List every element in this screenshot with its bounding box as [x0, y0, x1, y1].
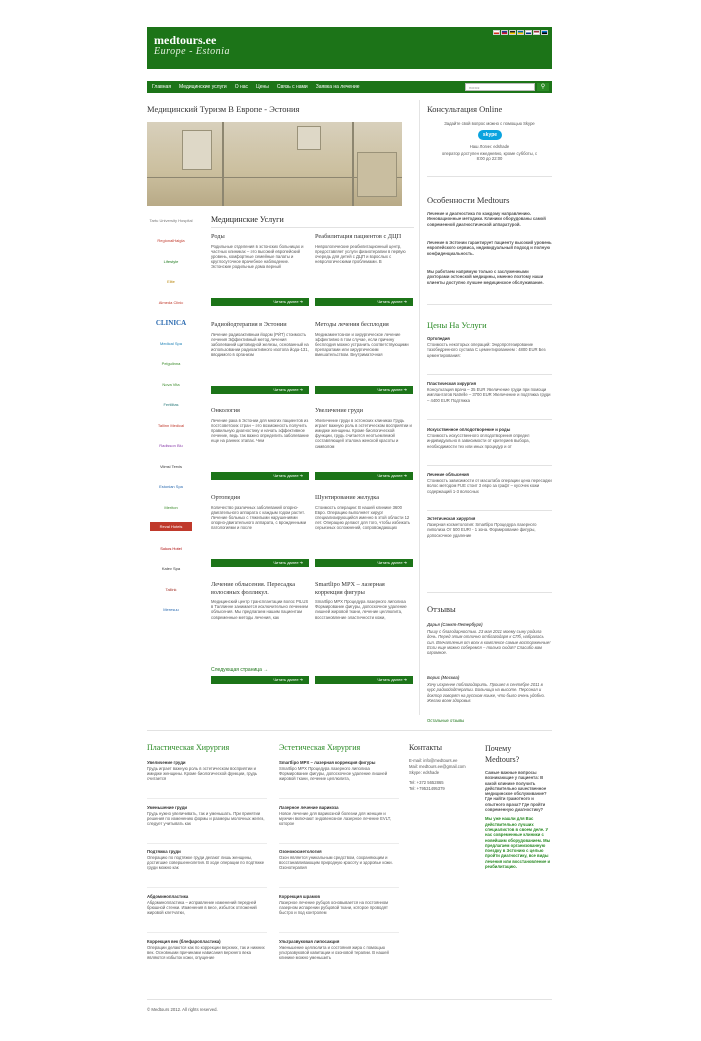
divider: [427, 510, 552, 511]
partner-logo[interactable]: RegionalHaigla: [157, 238, 185, 243]
consult-title: Консультация Online: [427, 104, 503, 114]
estonia-flag[interactable]: [541, 30, 548, 35]
consult-text: Задайте свой вопрос можно с помощью Skype: [444, 121, 535, 126]
divider: [147, 798, 267, 799]
footer-article-text: Smartlipo MPX Процедура лазерного липолиза Формирование фигуры, допоскочное удаление лишней жировой ткани, лечение целлюлита,: [279, 766, 388, 782]
footer-article-title[interactable]: Абдоминопластика: [147, 894, 189, 899]
service-card-title[interactable]: Радиойодтерапия в Эстонии: [211, 321, 287, 328]
review-author: Борис (Москва): [427, 675, 460, 680]
read-more-button[interactable]: Читать далее ➔: [315, 298, 413, 306]
uk-flag[interactable]: [501, 30, 508, 35]
nav-item-prices[interactable]: Цены: [256, 84, 269, 90]
partner-logo[interactable]: Radisson Blu: [159, 443, 183, 448]
footer-article: [279, 849, 399, 877]
footer-article: [147, 805, 267, 833]
service-card-title[interactable]: Шунтирование желудка: [315, 494, 380, 501]
site-subtitle: Europe - Estonia: [154, 46, 230, 57]
contact-line[interactable]: Skype: edshade: [409, 770, 440, 775]
feature-3: Мы работаем напрямую только с заслуженными докторами эстонской медицины, именно поэтому наши клиенты доступно лучшее медицинское обслуживание.: [427, 269, 544, 285]
partner-logo[interactable]: Tartu University Hospital: [149, 217, 193, 223]
language-flags: [493, 30, 548, 35]
service-card-text: Smartlipo MPX Процедура лазерного липолиза Формирование фигуры, допоскочное удаление лишней жировой ткани, лечение целлюлита, восстановление эластичности кожи,: [315, 599, 407, 620]
footer-aesthetic-title: Эстетическая Хирургия: [279, 743, 361, 752]
column-divider: [419, 100, 420, 715]
price-item-title[interactable]: Ортопедия: [427, 336, 450, 341]
read-more-button[interactable]: Читать далее ➔: [315, 559, 413, 567]
nav-item-home[interactable]: Главная: [152, 84, 172, 90]
read-more-button[interactable]: Читать далее ➔: [211, 559, 309, 567]
service-card-text: Медикаментозное и хирургическое лечение эффективно в том случае, если причину бесплодия можно устранить соответствующими препаратами или хирургическим вмешательством. Внутриматочная: [315, 331, 409, 358]
divider: [427, 374, 552, 375]
partner-logo[interactable]: Kalev Spa: [161, 566, 181, 571]
footer-article: [147, 939, 267, 967]
partner-logo[interactable]: Estonian Spa: [159, 484, 183, 489]
operator-hours: оператор доступен ежедневно, кроме субботы, с 8:00 до 22:00: [441, 151, 538, 162]
footer-article-title[interactable]: Коррекция шрамов: [279, 894, 321, 899]
footer-article: [147, 894, 267, 922]
reviews-title: Отзывы: [427, 604, 456, 614]
feature-2: Лечение в Эстонии гарантирует пациенту высокий уровень европейского сервиса, индивидуальный подход и полную конфиденциальность.: [427, 240, 552, 256]
partner-logo[interactable]: Meriton: [164, 504, 178, 510]
partner-logo[interactable]: CLINICA: [155, 318, 187, 327]
divider: [279, 932, 399, 933]
footer-article: [147, 849, 267, 877]
reviews-link[interactable]: Остальные отзывы: [427, 718, 465, 723]
divider: [427, 592, 552, 593]
service-card-text: Родильные отделения в эстонских больницах и частных клиниках – это высокий европейский уровень, комфортные семейные палаты и круглосуточное врачебное наблюдение. Эстонские родильные дома верный: [211, 243, 304, 270]
read-more-button[interactable]: Читать далее ➔: [315, 676, 413, 684]
footer-article-text: Лазерное лечение рубцов основывается на постоянном лазерном испарении рубцовой ткани, которое проводят быстро и под контролем: [279, 900, 389, 916]
footer-article-text: Новое лечение для варикозной болезни для женщин и мужчин включают эндовенозное лазерное лечение EVLT, которое: [279, 811, 391, 827]
partner-logo[interactable]: Nova Vita: [162, 381, 180, 387]
contact-line: Tel: +372 5652865: [409, 780, 444, 785]
features-title: Особенности Medtours: [427, 195, 510, 205]
service-card-title[interactable]: Онкология: [211, 407, 240, 414]
service-card: [211, 321, 309, 383]
price-item-text: Стоимость искусственного оплодотворения определ индивидуально в зависимости от критериев выбора, необходимости тех или иных процедур и от: [427, 433, 530, 449]
next-page-link[interactable]: Следующая страница →: [211, 667, 269, 673]
divider: [279, 843, 399, 844]
page-title: Медицинский Туризм В Европе - Эстония: [147, 104, 300, 114]
footer-article-text: Операции делаются как по коррекции верхних, так и нижних век. Основными причинами нависания верхнего века являются избыток кожи, опущение: [147, 945, 265, 961]
service-card-text: Медицинский центр трансплантации волос PILUS в Таллинне занимается исключительно лечением облысения. Мы предлагаем нашим пациентам современные методы лечения, как: [211, 599, 309, 620]
service-card-title[interactable]: Увеличение груди: [315, 407, 364, 414]
contact-line: Tel: +79531495379: [409, 786, 445, 791]
footer-divider: [147, 730, 552, 731]
footer-article-title[interactable]: Увеличение груди: [147, 760, 186, 765]
price-item-text: Стоимость зависимости от масштаба операции цена пересадки волос методом FUE стоит 3 евро за графт – кусочек кожи содержащий 1-3 волосных: [427, 478, 552, 494]
read-more-button[interactable]: Читать далее ➔: [211, 472, 309, 480]
service-card: [315, 581, 413, 672]
divider: [147, 887, 267, 888]
review-text: Хочу искренне поблагодарить. Прошел в сентябре 2011 в курс радиойодтерапии. Больница на высоте. Персонал и доктор говорят на русском языке, что было очень удобно. Желаю всем здоровья.: [427, 682, 545, 703]
search-input[interactable]: поиск: [465, 83, 535, 91]
footer-article: [147, 760, 267, 788]
partner-logo[interactable]: Viimsi Tervis: [159, 463, 183, 469]
why-question: Самые важные вопросы возникающие у пациента: В какой клинике получить действительно качественное медицинское обслуживание? Где найти грамотного и опытного врача? Где пройти современную диагностику?: [485, 770, 547, 813]
price-item-title[interactable]: Пластическая хирургия: [427, 381, 477, 386]
footer-article-text: Грудь нужно увеличивать, так и уменьшать. При принятии решения по изменению формы и размеры молочных желез, следует учитывать как: [147, 811, 265, 827]
price-item-text: Лазерная косметология: Smartlipo Процедура лазерного липолиза От 500 EUR! - 1 зона. Формирование фигуры, допоскочное удаление: [427, 522, 537, 538]
footer-why-title: Почему Medtours?: [485, 744, 520, 764]
price-item-text: Консультация врача – 35 EUR Увеличение груди при помощи имплантатов Natrelle – 3700 EUR Увеличение и подтяжка груди – 4400 EUR Подтяжка: [427, 387, 551, 403]
main-nav: [147, 81, 552, 93]
service-card-title[interactable]: Ортопедия: [211, 494, 240, 501]
sweden-flag[interactable]: [517, 30, 524, 35]
service-card: [315, 407, 413, 469]
footer-divider: [147, 999, 552, 1000]
partner-logo[interactable]: Pelgulinna: [161, 361, 181, 366]
why-block: [485, 770, 553, 869]
footer-article-title[interactable]: Smartlipo MPX – лазерная коррекция фигуры: [279, 760, 376, 765]
footer-article-title[interactable]: Коррекция век (блефаропластика): [147, 939, 221, 944]
site-header: [147, 27, 552, 69]
divider: [147, 932, 267, 933]
service-card: [211, 233, 309, 295]
footer-article: [279, 894, 399, 922]
divider: [211, 227, 414, 228]
germany-flag[interactable]: [509, 30, 516, 35]
divider: [427, 465, 552, 466]
footer-article-title[interactable]: Ультразвуковая липосакция: [279, 939, 340, 944]
service-card: [315, 233, 413, 295]
nav-item-services[interactable]: Медицинские услуги: [179, 84, 227, 90]
site-logo[interactable]: medtours.ee: [154, 33, 217, 47]
service-card-text: Количество различных заболеваний опорно-двигательного аппарата с каждым годом растет. Лечение больных с тяжелыми нарушениями опорно-двигательного аппарата, с врожденными патологиями и после: [211, 504, 307, 531]
service-card-text: Лечение радиоактивным йодом (РЙТ) стоимость лечения Эффективный метод лечения заболеваний щитовидной железы, основанный на использовании радиоактивного изотопа йода-131, вводимого в организм: [211, 331, 309, 358]
hero-image: [147, 122, 402, 206]
service-card-title[interactable]: Лечение облысения. Пересадка волосяных фолликул.: [211, 581, 296, 596]
price-item-title[interactable]: Лечение облысения: [427, 472, 469, 477]
service-card-title[interactable]: Smartlipo MPX – лазерная коррекция фигуры: [315, 581, 385, 596]
contact-line[interactable]: E-mail: info@medtours.ee: [409, 758, 458, 763]
partner-logo[interactable]: Reval Hotels: [150, 522, 192, 531]
feature-1: Лечение и диагностика по каждому направлению. Инновационные методики. Клиники оборудованы самой современной диагностической аппаратурой.: [427, 211, 546, 227]
service-card-text: Неврологические реабилитационный центр, предоставляет услуги физиотерапии в первую очередь для детей с ДЦП и взрослых с неврологическими проблемами. В: [315, 243, 406, 265]
latvia-flag[interactable]: [533, 30, 540, 35]
partner-logo[interactable]: Tallinn Medical: [157, 422, 185, 428]
service-card-text: Увеличение груди в эстонских клиниках Грудь играет важную роль в эстетическом восприятии и имидже женщины. Кроме биологической функции, грудь считается неотъемлемой составляющей эталона женской красоты и символом: [315, 417, 412, 449]
service-card-text: Стоимость операции: В нашей клинике 3600 Евро. Операцию выполняет хирург специализирующийся именно в этой области 12 лет. Операцию делают для того, чтобы избежать серьезных осложнений, сопровождающих: [315, 504, 411, 531]
footer-article-text: Грудь играет важную роль в эстетическом восприятии и имидже женщины. Кроме биологической функции, грудь считается: [147, 766, 258, 782]
prices-title: Цены На Услуги: [427, 320, 487, 330]
price-item-title[interactable]: Искусственное оплодотворение и роды: [427, 427, 511, 432]
search-icon: ⚲: [540, 84, 546, 90]
read-more-button[interactable]: Читать далее ➔: [315, 386, 413, 394]
search-button[interactable]: [537, 83, 549, 91]
divider: [147, 843, 267, 844]
finland-flag[interactable]: [525, 30, 532, 35]
service-card: [211, 494, 309, 556]
contact-line[interactable]: Mail: medtours.ee@gmail.com: [409, 764, 466, 769]
service-card: [211, 581, 309, 672]
service-card-text: Лечение рака в Эстонии для многих пациентов из постсоветских стран – это возможность получить правильную диагностику и начать эффективное лечение, ведь так важно определить заболевание еще на ранних этапах. Чем: [211, 417, 309, 444]
service-card-title[interactable]: Роды: [211, 233, 225, 240]
footer-article-title[interactable]: Озонокосметология: [279, 849, 322, 854]
price-item-title[interactable]: Эстетическая хирургия: [427, 516, 476, 521]
review-text: Пишу с благодарностью. 23 мая 2011 моему сыну родила дочь. Перед этим отлично отблагодаря к СПб, набралась сил. Впечатления от всех в комплексе самые восторженные! Если еще можно соберемся – только сюда!!! Спасибо вам огромное.: [427, 629, 551, 656]
nav-item-contact[interactable]: Связь с нами: [276, 84, 308, 90]
nav-item-request[interactable]: Заявка на лечение: [315, 84, 360, 90]
divider: [427, 419, 552, 420]
skype-login: Наш Логин: edshade: [469, 144, 510, 149]
footer-article-text: Операцию по подтяжке груди делают лишь женщины, достигшие совершеннолетия. В ходе операции по подтяжке груди можно как: [147, 855, 265, 871]
service-card: [315, 321, 413, 383]
partner-logo[interactable]: Meresuu: [163, 607, 179, 612]
russia-flag[interactable]: [493, 30, 500, 35]
partner-logo[interactable]: Tallink: [165, 586, 177, 592]
read-more-button[interactable]: Читать далее ➔: [211, 676, 309, 684]
footer-contacts-title: Контакты: [409, 743, 443, 752]
read-more-button[interactable]: Читать далее ➔: [315, 472, 413, 480]
partner-logo[interactable]: Medical Spa: [159, 340, 182, 346]
footer-article-text: Озон является уникальным средством, сохраняющим и восстанавливающим природную красоту и здоровье кожи. Озонотерапия: [279, 855, 393, 871]
service-card: [211, 407, 309, 469]
footer-article-title[interactable]: Лазерное лечение варикоза: [279, 805, 339, 810]
partner-logo[interactable]: Fertilitas: [163, 402, 179, 407]
service-card: [315, 494, 413, 556]
footer-article-title[interactable]: Уменьшение груди: [147, 805, 188, 810]
services-title: Медицинские Услуги: [211, 215, 284, 224]
footer-plastic-title: Пластическая Хирургия: [147, 743, 230, 752]
footer-article: [279, 805, 399, 833]
divider: [279, 798, 399, 799]
partner-logo[interactable]: Sokos Hotel: [160, 545, 182, 551]
divider: [427, 304, 552, 305]
service-card-title[interactable]: Методы лечения бесплодия: [315, 321, 389, 328]
footer-article-text: Уменьшение целлюлита и состояния жира с помощью ультразвуковой кавитации и озоновой терапии. В нашей клинике можно уменьшить: [279, 945, 389, 961]
partner-logo[interactable]: Almeda Clinic: [158, 299, 184, 305]
partner-logo[interactable]: Lifestyle: [163, 258, 179, 264]
skype-button[interactable]: skype: [478, 130, 502, 140]
footer-article: [279, 939, 399, 967]
why-answer: Мы уже нашли для Вас действительно лучших специалистов в своем деле. У нас современные клиники с новейшим оборудованием. Мы предлагаем организованную поездку в Эстонию с целью пройти диагностику, все виды лечения или восстановление и реабилитацию.: [485, 816, 551, 870]
read-more-button[interactable]: Читать далее ➔: [211, 386, 309, 394]
divider: [279, 887, 399, 888]
copyright: © Medtours 2012. All rights reserved.: [147, 1007, 218, 1012]
divider: [427, 176, 552, 177]
review-author: Дарья (Санкт-Петербург): [427, 622, 483, 627]
read-more-button[interactable]: Читать далее ➔: [211, 298, 309, 306]
partner-logo[interactable]: Elite: [167, 279, 175, 284]
service-card-title[interactable]: Реабилитация пациентов с ДЦП: [315, 233, 402, 240]
footer-article-title[interactable]: Подтяжка груди: [147, 849, 181, 854]
price-item-text: Стоимость некоторых операций: Эндопротезирование тазобедренного сустава С цементированием : 4800 EUR Без цементирования:: [427, 342, 546, 358]
contacts-list: [409, 758, 475, 792]
footer-article: [279, 760, 399, 788]
footer-article-text: Абдоминопластика – исправление изменений передней брюшной стенки. Изменения в весе, избыток отложений жировой клетчатки,: [147, 900, 257, 916]
nav-item-about[interactable]: О нас: [234, 84, 249, 90]
